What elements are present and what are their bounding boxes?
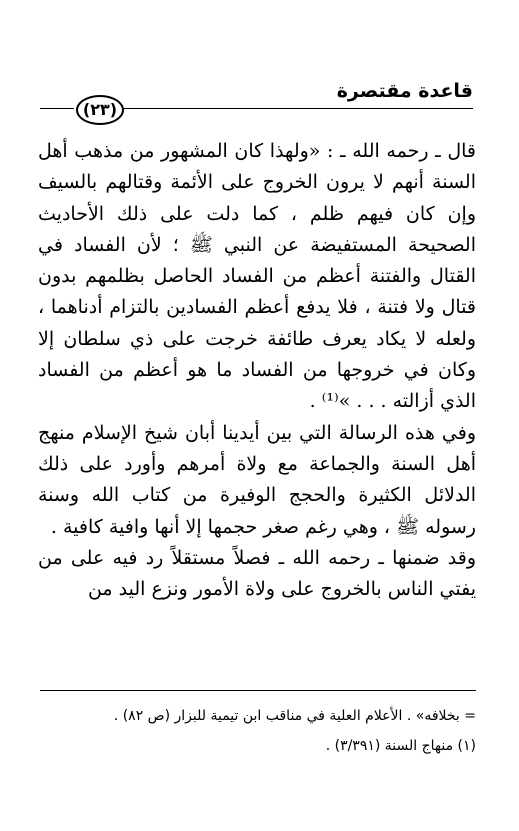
footnote-1: (١) منهاج السنة (٣/٣٩١) .: [325, 738, 476, 754]
paragraph-chapter: وقد ضمنها ـ رحمه الله ـ فصلاً مستقلاً رد فيه على من يفتي الناس بالخروج على ولاة الأمور ونزع اليد من: [38, 546, 476, 601]
running-title: قاعدة مقتصرة: [336, 80, 473, 102]
paragraph-treatise: وفي هذه الرسالة التي بين أيدينا أبان شيخ الإسلام منهج أهل السنة والجماعة مع ولاة أمرهم وأورد على ذلك الدلائل الكثيرة والحجج الوفيرة من كتاب الله وسنة رسوله ﷺ ، وهي رغم صغر حجمها إلا أنها وافية كافية .: [38, 421, 476, 538]
header-rule: [124, 108, 473, 109]
footnote-rule: [40, 690, 476, 691]
footnote-continuation: = بخلافه» . الأعلام العلية في مناقب ابن تيمية للبزار (ص ٨٢) .: [113, 708, 476, 724]
paragraph-quote: قال ـ رحمه الله ـ : «ولهذا كان المشهور من مذهب أهل السنة أنهم لا يرون الخروج على الأئمة وقتالهم بالسيف وإن كان فيهم ظلم ، كما دلت على ذلك الأحاديث الصحيحة المستفيضة عن النبي ﷺ ؛ لأن الفساد في القتال والفتنة أعظم من الفساد الحاصل بظلمهم بدون قتال ولا فتنة ، فلا يدفع أعظم الفسادين بالتزام أدناهما ، ولعله لا يكاد يعرف طائفة خرجت على ذي سلطان إلا وكان في خروجها من الفساد ما هو أعظم من الفساد الذي أزالته . . . »⁽¹⁾ .: [38, 140, 476, 413]
main-text: [38, 136, 476, 605]
page-header: [40, 72, 473, 119]
page-number: (٢٣): [76, 95, 124, 125]
header-rule-left: [40, 108, 74, 109]
footnotes: [40, 690, 476, 761]
